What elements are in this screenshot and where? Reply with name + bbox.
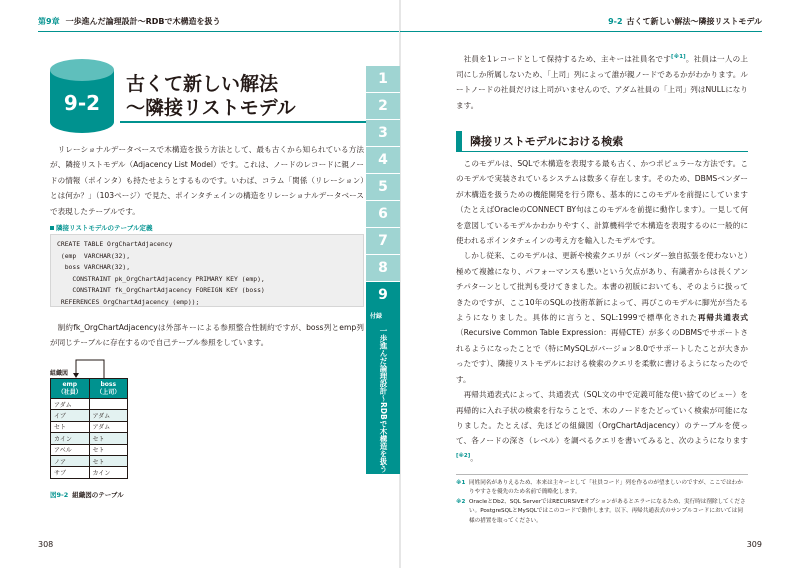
chapter-vertical-title: 一歩進んだ論理設計〜RDBで木構造を扱う [379, 327, 388, 473]
footnote-2: ※2 OracleとDb2、SQL ServerではRECURSIVEオプションがあるとエラーになるため、実行時は削除してください。PostgreSQLとMySQLではこのコードで動作します。以下、再帰共通表式のサンプルコードにおいては同様の措置を取ってください。 [456, 498, 746, 524]
page-number-right: 309 [746, 540, 762, 549]
code-listing [50, 234, 364, 307]
table-row: カイン セト [51, 433, 128, 444]
left-intro-paragraph [50, 142, 364, 219]
header-rule-right [400, 31, 762, 32]
paragraph: 制約fk_OrgChartAdjacencyは外部キーによる参照整合性制約ですが、boss列とemp列が同じテーブルに存在するので自己テーブル参照をしています。 [50, 323, 364, 348]
right-body-paragraphs [456, 156, 748, 466]
figure-caption-text: 組織図のテーブル [72, 491, 124, 499]
footnote-ref-1[interactable]: [※1] [671, 54, 686, 60]
chapter-tab-8[interactable]: 8 [366, 255, 400, 282]
paragraph: 再帰共通表式によって、共通表式（SQL文の中で定義可能な使い捨てのビュー）を再帰的に入れ子状の検索を行なうことで、木のノードをたどっていく検索が可能になりました。たとえば、先ほどの組織図（OrgChartAdjacency）のテーブルを使って、各ノードの深さ（レベル）を調べるクエリを書いてみると、次のようになります[※2]。 [456, 390, 748, 463]
right-page [400, 0, 800, 568]
self-reference-arrow-icon [68, 356, 110, 380]
page-number-left: 308 [38, 540, 54, 549]
section-title [126, 72, 356, 120]
chapter-tab-6[interactable]: 6 [366, 201, 400, 228]
code-list-caption: 隣接リストモデルのテーブル定義 [50, 223, 152, 232]
footnote-rule [456, 474, 748, 475]
table-row: ノア セト [51, 455, 128, 466]
right-intro-paragraph [456, 50, 748, 113]
column-header-boss: boss （上司） [89, 379, 128, 399]
header-rule-left [38, 31, 400, 32]
paragraph: しかし従来、このモデルは、更新や検索クエリが（ベンダー独自拡張を使わないと）極めて複雑になり、パフォーマンスも悪いという欠点があり、有識者からは長くアンチパターンとして批判も受けてきました。本書の初版においても、そのように扱ってきたのですが、ここ10年のSQLの技術革新によって、再びこのモデルに脚光が当たるようになりました。具体的に言うと、SQL:1999で標準化された再帰共通表式（Recursive Common Table Expression：再帰CTE）が多くのDBMSでサポートされるようになったことで（特にMySQLがバージョン8.0でサポートしたことが大きかったです）、隣接リストモデルにおける検索のクエリを柔軟に書けるようになったのです。 [456, 251, 748, 384]
header-section-title: 古くて新しい解法〜隣接リストモデル [626, 17, 762, 26]
chapter-tab-4[interactable]: 4 [366, 147, 400, 174]
footnote-ref-2[interactable]: [※2] [456, 452, 471, 459]
subheading [456, 130, 748, 152]
table-row: セト アダム [51, 421, 128, 432]
figure-caption [50, 490, 124, 499]
chapter-tab-5[interactable]: 5 [366, 174, 400, 201]
section-number-cylinder [48, 58, 116, 136]
section-number: 9-2 [63, 91, 101, 115]
chapter-label: 第9章 [38, 17, 60, 26]
org-chart-table [50, 378, 128, 479]
running-header-right [608, 16, 762, 27]
figure-label: 組織図 [50, 370, 69, 377]
chapter-side-label [366, 307, 400, 474]
paragraph: 社員を1レコードとして保持するため、主キーは社員名です[※1]。社員は一人の上司にしか所属しないため、「上司」列によって誰が親ノードであるかがわかります。ルートノードの社員だけは上司がいませんので、アダム社員の「上司」列はNULLになります。 [456, 54, 749, 110]
table-row: イブ アダム [51, 410, 128, 421]
subheading-text: 隣接リストモデルにおける検索 [470, 135, 624, 148]
chapter-tab-1[interactable]: 1 [366, 66, 400, 93]
subheading-bar [456, 131, 462, 151]
section-title-line2: 〜隣接リストモデル [126, 97, 296, 119]
table-row: サブ カイン [51, 467, 128, 478]
code-text: CREATE TABLE OrgChartAdjacency (emp VARCHAR(32), boss VARCHAR(32), CONSTRAINT pk_OrgChartAdjacency PRIMARY KEY (emp), CONSTRAINT fk_OrgChartAdjacency FOREIGN KEY (boss) REFERENCES OrgChartAdjacency (emp)); [57, 240, 265, 306]
chapter-tab-3[interactable]: 3 [366, 120, 400, 147]
left-constraint-paragraph [50, 320, 364, 351]
header-section-number: 9-2 [608, 17, 623, 26]
section-title-rule [120, 121, 366, 123]
chapter-tab-9-active[interactable]: 9 [366, 282, 400, 309]
figure-number: 図9-2 [50, 491, 69, 499]
table-row: アベル セト [51, 444, 128, 455]
footnote-1: ※1 同姓同名がありえるため、本来は主キーとして「社員コード」列を作るのが望ましいのですが、ここではわかりやすさを優先のため名前で簡略化します。 [456, 480, 743, 496]
chapter-thumb-index [366, 40, 400, 476]
paragraph: リレーショナルデータベースで木構造を扱う方法として、最も古くから知られている方法が、隣接リストモデル（Adjacency List Model）です。これは、ノードのレコードに親ノードの情報（ポインタ）も持たせようとするものです。いわば、コラム「関係（リレーション）とは何か？」（103ページ）で見た、ポインタチェインの構造をリレーショナルデータベースで表現したテーブルです。 [50, 145, 364, 216]
table-row: アダム [51, 399, 128, 410]
chapter-tab-2[interactable]: 2 [366, 93, 400, 120]
paragraph: このモデルは、SQLで木構造を表現する最も古く、かつポピュラーな方法です。このモデルで実装されているシステムは数多く存在します。そのため、DBMSベンダーが木構造を扱うための機能開発を行う際も、基本的にこのモデルを前提にしています（たとえばOracleのCONNECT BY句はこのモデルを前提に動作します）。一見して何を意図しているモデルかわかりやすく、計算機科学で木構造を表現するのに一般的に使われるポインタチェインの考え方を輸入したモデルです。 [456, 159, 748, 246]
running-header-left [38, 16, 220, 27]
emphasis-term: 再帰共通表式 [697, 313, 748, 323]
footnotes [456, 479, 748, 526]
section-title-line1: 古くて新しい解法 [126, 73, 279, 95]
chapter-tab-7[interactable]: 7 [366, 228, 400, 255]
appendix-label: 付録 [370, 313, 383, 320]
chapter-title: 一歩進んだ論理設計〜RDBで木構造を扱う [65, 17, 221, 26]
column-header-emp: emp （社員） [51, 379, 90, 399]
